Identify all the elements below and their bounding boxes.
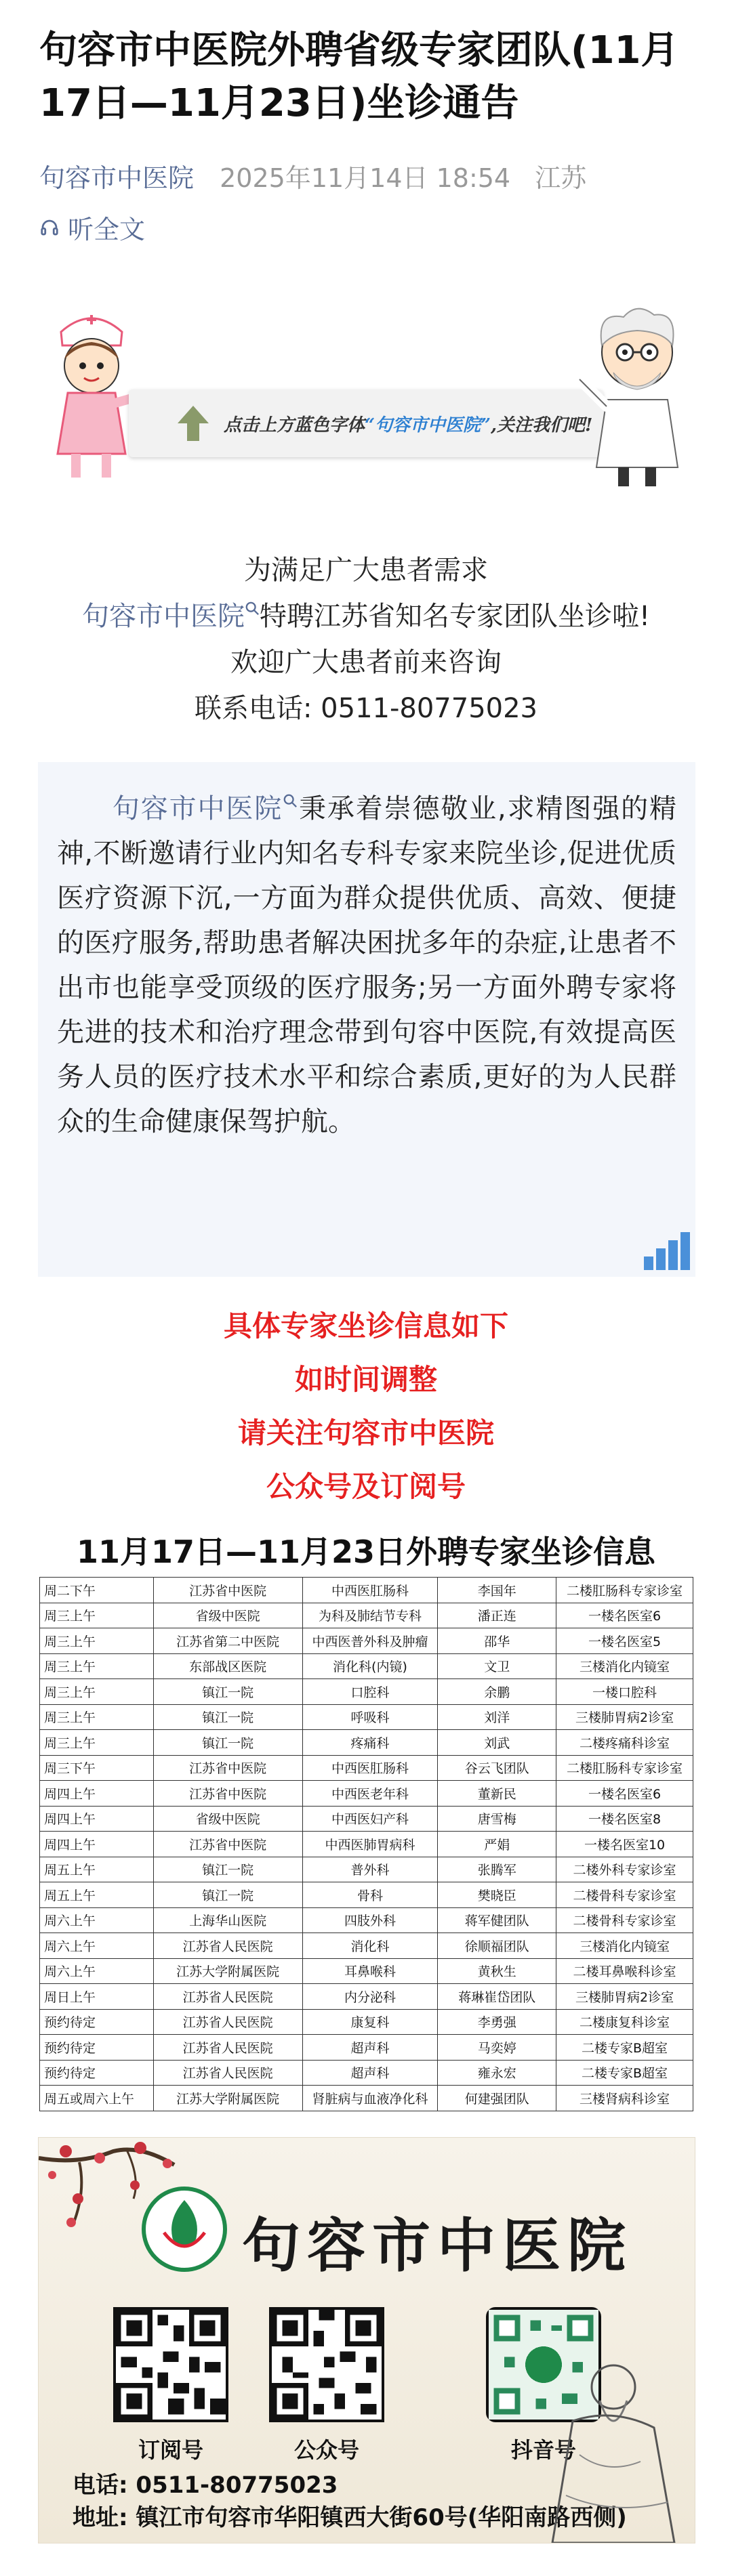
schedule-hospital-cell: 上海华山医院 [153, 1907, 302, 1933]
table-row [40, 1806, 693, 1832]
schedule-time-cell: 周三上午 [40, 1704, 154, 1730]
schedule-hospital-cell: 江苏省中医院 [153, 1755, 302, 1781]
listen-full-text-button[interactable] [39, 209, 145, 246]
schedule-expert-cell: 樊晓臣 [438, 1882, 556, 1908]
schedule-expert-cell: 蒋军健团队 [438, 1907, 556, 1933]
schedule-department-cell: 中西医老年科 [302, 1781, 438, 1807]
schedule-department-cell: 呼吸科 [302, 1704, 438, 1730]
table-row [40, 1907, 693, 1933]
schedule-time-cell: 周六上午 [40, 1907, 154, 1933]
headphones-icon [39, 217, 60, 238]
schedule-hospital-cell: 江苏省中医院 [153, 1781, 302, 1807]
traditional-physician-illustration-icon [525, 2340, 681, 2543]
contact-phone-line: 联系电话: 0511-80775023 [194, 693, 537, 724]
search-icon [283, 793, 298, 808]
table-row [40, 1578, 693, 1603]
arrow-up-icon [176, 404, 210, 442]
schedule-room-cell: 三楼肺胃病2诊室 [556, 1984, 693, 2010]
official-account-qr-label: 公众号 [293, 2437, 359, 2463]
schedule-department-cell: 肾脏病与血液净化科 [302, 2086, 438, 2111]
schedule-time-cell: 周三上午 [40, 1603, 154, 1628]
schedule-title: 11月17日—11月23日外聘专家坐诊信息 [76, 1534, 656, 1570]
schedule-expert-cell: 蒋琳崔岱团队 [438, 1984, 556, 2010]
schedule-expert-cell: 潘正连 [438, 1603, 556, 1628]
schedule-room-cell: 二楼疼痛科诊室 [556, 1730, 693, 1756]
schedule-department-cell: 中西医肛肠科 [302, 1578, 438, 1603]
schedule-hospital-cell: 江苏省人民医院 [153, 1933, 302, 1959]
schedule-time-cell: 周三上午 [40, 1628, 154, 1654]
notice-line-4: 公众号及订阅号 [266, 1470, 466, 1503]
schedule-department-cell: 超声科 [302, 2035, 438, 2061]
schedule-expert-cell: 董新民 [438, 1781, 556, 1807]
qr-code-icon [116, 2310, 226, 2420]
table-row [40, 1704, 693, 1730]
hospital-name-calligraphy: 句容市中医院 [242, 2212, 632, 2280]
hospital-footer-card [38, 2137, 695, 2543]
schedule-hospital-cell: 江苏省中医院 [153, 1832, 302, 1857]
schedule-expert-cell: 谷云飞团队 [438, 1755, 556, 1781]
schedule-expert-cell: 严娟 [438, 1832, 556, 1857]
schedule-hospital-cell: 镇江一院 [153, 1730, 302, 1756]
schedule-time-cell: 周三上午 [40, 1653, 154, 1679]
schedule-expert-cell: 李国年 [438, 1578, 556, 1603]
schedule-hospital-cell: 江苏省中医院 [153, 1578, 302, 1603]
footer-address: 地址: 镇江市句容市华阳镇西大街60号(华阳南路西侧) [73, 2504, 627, 2531]
schedule-time-cell: 周四上午 [40, 1832, 154, 1857]
schedule-hospital-cell: 镇江一院 [153, 1704, 302, 1730]
schedule-time-cell: 周五上午 [40, 1882, 154, 1908]
schedule-hospital-cell: 省级中医院 [153, 1806, 302, 1832]
schedule-hospital-cell: 江苏大学附属医院 [153, 1958, 302, 1984]
schedule-room-cell: 二楼专家B超室 [556, 2035, 693, 2061]
schedule-department-cell: 中西医普外科及肿瘤 [302, 1628, 438, 1654]
table-row [40, 1832, 693, 1857]
schedule-time-cell: 周五或周六上午 [40, 2086, 154, 2111]
schedule-expert-cell: 刘洋 [438, 1704, 556, 1730]
intro-quote-box [38, 762, 695, 1277]
schedule-department-cell: 消化科 [302, 1933, 438, 1959]
account-name-link[interactable]: 句容市中医院 [39, 163, 195, 193]
schedule-expert-cell: 唐雪梅 [438, 1806, 556, 1832]
schedule-room-cell: 二楼骨科专家诊室 [556, 1882, 693, 1908]
intro-line-2: 句容市中医院 特聘江苏省知名专家团队坐诊啦! [81, 601, 651, 632]
schedule-table [39, 1577, 693, 2111]
table-row [40, 2086, 693, 2111]
schedule-expert-cell: 徐顺福团队 [438, 1933, 556, 1959]
schedule-department-cell: 内分泌科 [302, 1984, 438, 2010]
intro-line-1: 为满足广大患者需求 [244, 555, 488, 586]
follow-tip-strip [129, 389, 603, 457]
article-title: 句容市中医院外聘省级专家团队(11月17日—11月23日)坐诊通告 [39, 28, 679, 125]
schedule-room-cell: 三楼肺胃病2诊室 [556, 1704, 693, 1730]
publish-location: 江苏 [535, 163, 587, 193]
schedule-hospital-cell: 省级中医院 [153, 1603, 302, 1628]
schedule-hospital-cell: 江苏省人民医院 [153, 1984, 302, 2010]
schedule-department-cell: 普外科 [302, 1857, 438, 1882]
schedule-department-cell: 四肢外科 [302, 1907, 438, 1933]
nurse-cartoon-icon [41, 305, 142, 481]
schedule-time-cell: 周四上午 [40, 1806, 154, 1832]
schedule-table-body [40, 1578, 693, 2111]
schedule-hospital-cell: 江苏省人民医院 [153, 2060, 302, 2086]
table-row [40, 1628, 693, 1654]
schedule-hospital-cell: 镇江一院 [153, 1679, 302, 1705]
official-account-qr-code[interactable] [269, 2307, 384, 2422]
schedule-expert-cell: 文卫 [438, 1653, 556, 1679]
schedule-hospital-cell: 江苏省第二中医院 [153, 1628, 302, 1654]
schedule-hospital-cell: 镇江一院 [153, 1882, 302, 1908]
schedule-department-cell: 耳鼻喉科 [302, 1958, 438, 1984]
schedule-room-cell: 一楼名医室6 [556, 1603, 693, 1628]
schedule-room-cell: 二楼耳鼻喉科诊室 [556, 1958, 693, 1984]
table-row [40, 2009, 693, 2035]
hospital-name-link[interactable]: 句容市中医院 [81, 601, 245, 632]
schedule-department-cell: 为科及肺结节专科 [302, 1603, 438, 1628]
table-row [40, 2035, 693, 2061]
schedule-room-cell: 三楼肾病科诊室 [556, 2086, 693, 2111]
schedule-room-cell: 二楼肛肠科专家诊室 [556, 1578, 693, 1603]
schedule-hospital-cell: 江苏省人民医院 [153, 2009, 302, 2035]
schedule-expert-cell: 刘武 [438, 1730, 556, 1756]
schedule-department-cell: 口腔科 [302, 1679, 438, 1705]
schedule-room-cell: 二楼专家B超室 [556, 2060, 693, 2086]
schedule-time-cell: 周日上午 [40, 1984, 154, 2010]
table-row [40, 1857, 693, 1882]
table-row [40, 1755, 693, 1781]
table-row [40, 1882, 693, 1908]
schedule-department-cell: 消化科(内镜) [302, 1653, 438, 1679]
schedule-room-cell: 一楼名医室5 [556, 1628, 693, 1654]
schedule-time-cell: 预约待定 [40, 2060, 154, 2086]
schedule-room-cell: 二楼康复科诊室 [556, 2009, 693, 2035]
schedule-hospital-cell: 江苏大学附属医院 [153, 2086, 302, 2111]
subscription-qr-code[interactable] [113, 2307, 228, 2422]
table-row [40, 2060, 693, 2086]
schedule-room-cell: 二楼肛肠科专家诊室 [556, 1755, 693, 1781]
schedule-department-cell: 中西医肛肠科 [302, 1755, 438, 1781]
bar-chart-icon [643, 1231, 691, 1271]
schedule-expert-cell: 邵华 [438, 1628, 556, 1654]
schedule-hospital-cell: 镇江一院 [153, 1857, 302, 1882]
schedule-expert-cell: 雍永宏 [438, 2060, 556, 2086]
schedule-department-cell: 超声科 [302, 2060, 438, 2086]
table-row [40, 1958, 693, 1984]
footer-phone: 电话: 0511-80775023 [73, 2472, 338, 2499]
schedule-expert-cell: 黄秋生 [438, 1958, 556, 1984]
hospital-logo-icon [140, 2185, 228, 2273]
schedule-expert-cell: 何建强团队 [438, 2086, 556, 2111]
schedule-time-cell: 预约待定 [40, 2009, 154, 2035]
schedule-time-cell: 周六上午 [40, 1958, 154, 1984]
schedule-hospital-cell: 江苏省人民医院 [153, 2035, 302, 2061]
search-icon [245, 601, 260, 616]
schedule-time-cell: 预约待定 [40, 2035, 154, 2061]
table-row [40, 1730, 693, 1756]
intro-quote-text: 句容市中医院 秉承着崇德敬业,求精图强的精神,不断邀请行业内知名专科专家来院坐诊,促进优质医疗资源下沉,一方面为群众提供优质、高效、便捷的医疗服务,帮助患者解决困扰多年的杂症,让患者不出市也能享受顶级的医疗服务;另一方面外聘专家将先进的技术和治疗理念带到句容中医院,有效提高医务人员的医疗技术水平和综合素质,更好的为人民群众的生命健康保驾护航。 [57, 793, 676, 1137]
follow-tip-text: 点击上方蓝色字体“句容市中医院”,关注我们吧! [224, 415, 593, 436]
table-row [40, 1781, 693, 1807]
table-row [40, 1933, 693, 1959]
table-row [40, 1984, 693, 2010]
schedule-time-cell: 周三上午 [40, 1679, 154, 1705]
table-row [40, 1653, 693, 1679]
schedule-room-cell: 二楼外科专家诊室 [556, 1857, 693, 1882]
schedule-time-cell: 周五上午 [40, 1857, 154, 1882]
notice-line-1: 具体专家坐诊信息如下 [223, 1309, 508, 1343]
schedule-department-cell: 中西医肺胃病科 [302, 1832, 438, 1857]
schedule-department-cell: 骨科 [302, 1882, 438, 1908]
schedule-time-cell: 周三上午 [40, 1730, 154, 1756]
doctor-cartoon-icon [576, 298, 691, 488]
qr-code-icon [272, 2310, 382, 2420]
subscription-qr-label: 订阅号 [138, 2437, 203, 2463]
intro-line-3: 欢迎广大患者前来咨询 [230, 647, 502, 678]
schedule-time-cell: 周三下午 [40, 1755, 154, 1781]
listen-label: 听全文 [68, 215, 146, 245]
notice-line-3: 请关注句容市中医院 [237, 1416, 494, 1450]
schedule-department-cell: 康复科 [302, 2009, 438, 2035]
publish-date: 2025年11月14日 18:54 [220, 163, 511, 193]
douyin-qr-label: 抖音号 [510, 2437, 576, 2463]
schedule-time-cell: 周二下午 [40, 1578, 154, 1603]
schedule-expert-cell: 余鹏 [438, 1679, 556, 1705]
schedule-expert-cell: 张腾军 [438, 1857, 556, 1882]
schedule-room-cell: 一楼口腔科 [556, 1679, 693, 1705]
schedule-room-cell: 一楼名医室10 [556, 1832, 693, 1857]
schedule-hospital-cell: 东部战区医院 [153, 1653, 302, 1679]
schedule-department-cell: 疼痛科 [302, 1730, 438, 1756]
schedule-room-cell: 一楼名医室8 [556, 1806, 693, 1832]
schedule-room-cell: 一楼名医室6 [556, 1781, 693, 1807]
hospital-name-link[interactable]: 句容市中医院 [111, 793, 283, 824]
table-row [40, 1679, 693, 1705]
article-meta [39, 157, 603, 194]
schedule-expert-cell: 李勇强 [438, 2009, 556, 2035]
table-row [40, 1603, 693, 1628]
schedule-department-cell: 中西医妇产科 [302, 1806, 438, 1832]
schedule-time-cell: 周四上午 [40, 1781, 154, 1807]
schedule-time-cell: 周六上午 [40, 1933, 154, 1959]
follow-banner [41, 298, 691, 488]
schedule-room-cell: 三楼消化内镜室 [556, 1653, 693, 1679]
notice-line-2: 如时间调整 [294, 1363, 437, 1396]
schedule-room-cell: 二楼骨科专家诊室 [556, 1907, 693, 1933]
schedule-expert-cell: 马奕婷 [438, 2035, 556, 2061]
schedule-room-cell: 三楼消化内镜室 [556, 1933, 693, 1959]
